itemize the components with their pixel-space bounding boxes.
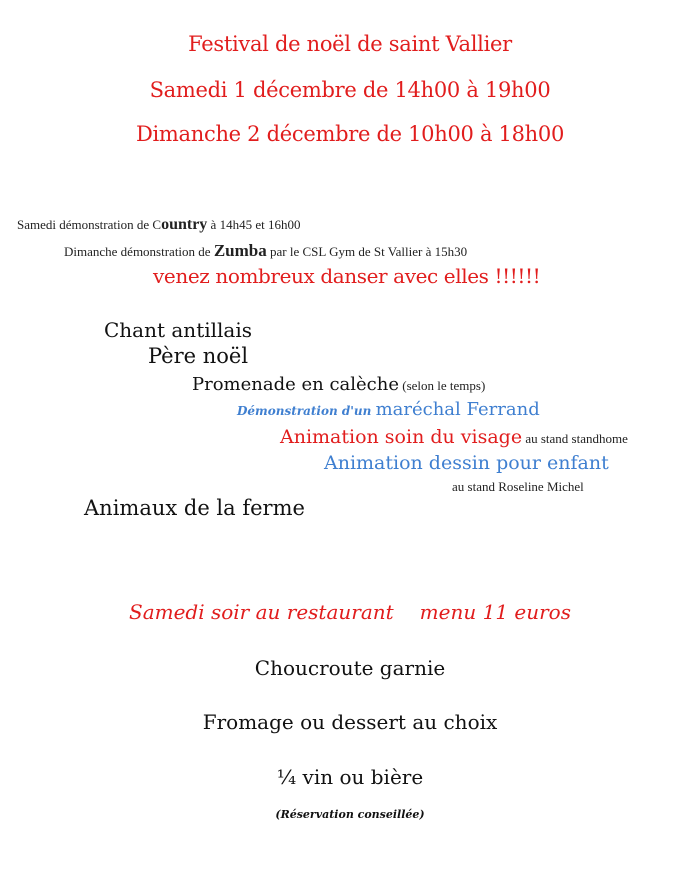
reservation-note: (Réservation conseillée): [275, 808, 425, 821]
saturday-hours: Samedi 1 décembre de 14h00 à 19h00: [149, 78, 551, 102]
activity-promenade-line: [192, 374, 485, 395]
activity-demo-prefix: Démonstration d'un: [237, 404, 376, 418]
sunday-demo-zumba: Zumba: [213, 241, 267, 260]
activity-soin-note: au stand standhome: [522, 431, 628, 446]
sunday-demo-prefix: Dimanche démonstration de: [64, 244, 214, 259]
menu-item-fromage: Fromage ou dessert au choix: [202, 710, 498, 734]
activity-promenade: Promenade en calèche: [192, 374, 400, 395]
menu-title-left: Samedi soir au restaurant: [129, 600, 394, 624]
activity-animaux: Animaux de la ferme: [84, 496, 305, 520]
activity-chant: Chant antillais: [104, 318, 252, 342]
menu-title-right: menu 11 euros: [419, 600, 571, 624]
activity-dessin-note: au stand Roseline Michel: [452, 479, 584, 494]
activity-demo-main: maréchal Ferrand: [375, 399, 540, 420]
activity-demo-line: [237, 399, 540, 420]
menu-item-choucroute: Choucroute garnie: [254, 656, 446, 680]
activity-soin-line: [280, 426, 628, 448]
activity-dessin: Animation dessin pour enfant: [324, 452, 609, 474]
sunday-demo-line: [64, 241, 467, 261]
festival-title: Festival de noël de saint Vallier: [188, 32, 512, 56]
saturday-demo-suffix: à 14h45 et 16h00: [207, 217, 301, 232]
activity-pere-noel: Père noël: [148, 344, 249, 368]
sunday-demo-suffix: par le CSL Gym de St Vallier à 15h30: [266, 244, 468, 259]
activity-promenade-note: (selon le temps): [399, 378, 486, 393]
menu-title: [0, 600, 700, 624]
dance-invitation: venez nombreux danser avec elles !!!!!!: [153, 264, 541, 288]
saturday-demo-country: ountry: [161, 216, 208, 233]
menu-item-vin: ¼ vin ou bière: [276, 765, 424, 789]
activity-soin: Animation soin du visage: [280, 426, 523, 448]
saturday-demo-prefix: Samedi démonstration de C: [17, 217, 162, 232]
sunday-hours: Dimanche 2 décembre de 10h00 à 18h00: [135, 122, 565, 146]
saturday-demo-line: [17, 216, 300, 234]
